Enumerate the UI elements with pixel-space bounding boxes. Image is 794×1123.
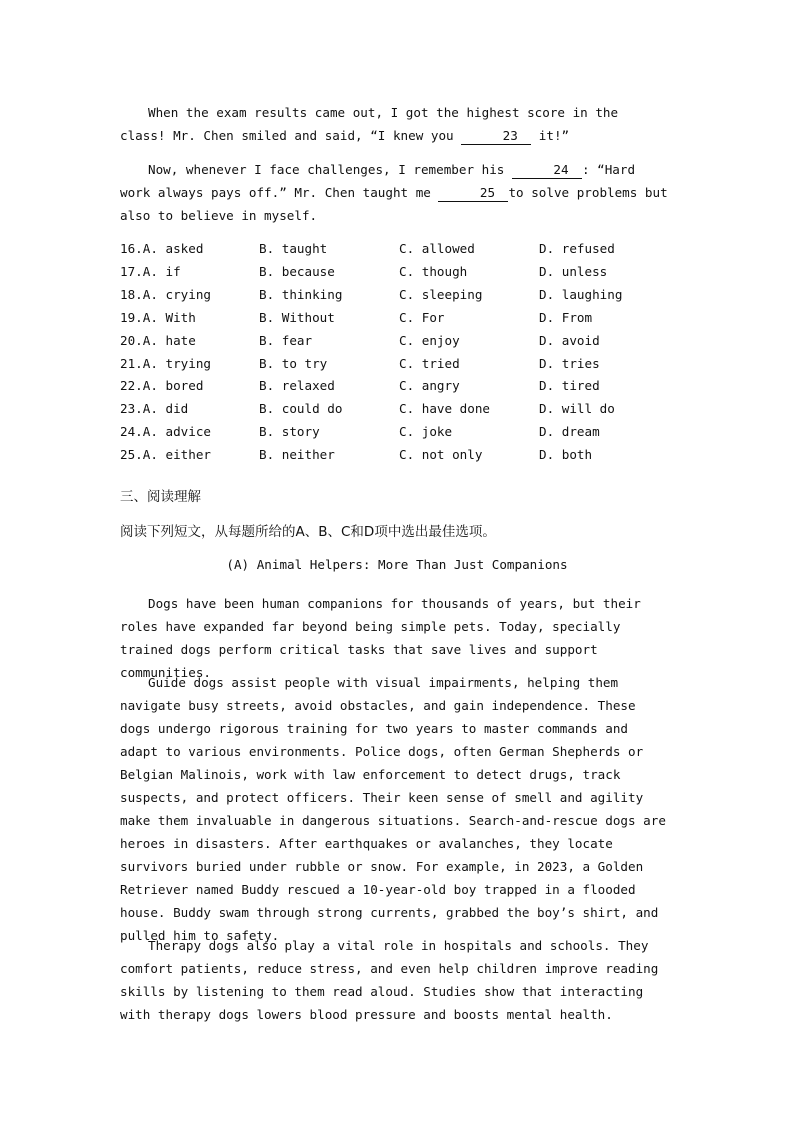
option-a: 22.A. bored (120, 378, 204, 393)
option-row (120, 374, 680, 397)
option-row (120, 397, 680, 420)
option-a: 24.A. advice (120, 424, 211, 439)
option-row (120, 283, 680, 306)
option-d: D. From (539, 310, 593, 325)
section-heading: 三、阅读理解 (120, 489, 201, 505)
option-a: 17.A. if (120, 264, 181, 279)
passage-paragraph-3: Therapy dogs also play a vital role in hospitals and schools. They comfort patients, reduce stress, and even help children improve reading skills by listening to them read aloud. Studies show that interacting with therapy dogs lowers blood pressure and boosts mental health. (120, 938, 666, 1022)
option-row (120, 352, 680, 375)
option-d: D. refused (539, 241, 615, 256)
option-b: B. could do (259, 401, 343, 416)
option-row (120, 443, 680, 466)
option-b: B. thinking (259, 287, 343, 302)
cloze-text: Now, whenever I face challenges, I remember his (148, 162, 512, 177)
option-d: D. avoid (539, 333, 600, 348)
option-c: C. allowed (399, 241, 475, 256)
option-b: B. to try (259, 356, 328, 371)
option-row (120, 329, 680, 352)
option-d: D. will do (539, 401, 615, 416)
option-a: 16.A. asked (120, 241, 204, 256)
option-b: B. neither (259, 447, 335, 462)
option-b: B. Without (259, 310, 335, 325)
option-b: B. story (259, 424, 320, 439)
option-c: C. tried (399, 356, 460, 371)
option-d: D. dream (539, 424, 600, 439)
cloze-paragraph-1 (120, 101, 670, 147)
option-b: B. because (259, 264, 335, 279)
option-c: C. enjoy (399, 333, 460, 348)
passage-paragraph-1: Dogs have been human companions for thousands of years, but their roles have expanded far beyond being simple pets. Today, specially trained dogs perform critical tasks that save lives and support communities. (120, 596, 649, 680)
option-d: D. laughing (539, 287, 623, 302)
option-row (120, 237, 680, 260)
option-a: 21.A. trying (120, 356, 211, 371)
option-b: B. fear (259, 333, 313, 348)
blank-25: 25 (438, 184, 508, 202)
option-c: C. joke (399, 424, 453, 439)
blank-24: 24 (512, 161, 582, 179)
cloze-text: : “Hard work always pays off.” Mr. Chen taught me (120, 162, 643, 200)
option-c: C. For (399, 310, 445, 325)
option-b: B. relaxed (259, 378, 335, 393)
option-c: C. though (399, 264, 468, 279)
option-c: C. have done (399, 401, 490, 416)
option-a: 18.A. crying (120, 287, 211, 302)
option-d: D. both (539, 447, 593, 462)
passage-paragraph-2: Guide dogs assist people with visual impairments, helping them navigate busy streets, avoid obstacles, and gain independence. These dogs undergo rigorous training for two years to master commands and adapt to various environments. Police dogs, often German Shepherds or Belgian Malinois, work with law enforcement to detect drugs, track suspects, and protect officers. Their keen sense of smell and agility make them invaluable in dangerous situations. Search-and-rescue dogs are heroes in disasters. After earthquakes or avalanches, they locate survivors buried under rubble or snow. For example, in 2023, a Golden Retriever named Buddy rescued a 10-year-old boy trapped in a flooded house. Buddy swam through strong currents, grabbed the boy’s shirt, and pulled him to safety. (120, 675, 674, 943)
cloze-text: it!” (531, 128, 570, 143)
option-c: C. sleeping (399, 287, 483, 302)
option-a: 25.A. either (120, 447, 211, 462)
option-row (120, 306, 680, 329)
option-a: 20.A. hate (120, 333, 196, 348)
option-row (120, 420, 680, 443)
option-c: C. angry (399, 378, 460, 393)
option-c: C. not only (399, 447, 483, 462)
cloze-text: When the exam results came out, I got the highest score in the class! Mr. Chen smiled and said, “I knew you (120, 105, 626, 143)
option-d: D. tired (539, 378, 600, 393)
option-a: 19.A. With (120, 310, 196, 325)
option-a: 23.A. did (120, 401, 189, 416)
cloze-text: to solve problems but also to believe in myself. (120, 185, 676, 223)
blank-23: 23 (461, 127, 531, 145)
option-b: B. taught (259, 241, 328, 256)
option-row (120, 260, 680, 283)
option-d: D. unless (539, 264, 608, 279)
passage-title: (A) Animal Helpers: More Than Just Companions (226, 557, 568, 572)
option-d: D. tries (539, 356, 600, 371)
reading-instruction: 阅读下列短文，从每题所给的A、B、C和D项中选出最佳选项。 (120, 524, 496, 540)
cloze-paragraph-2 (120, 158, 676, 227)
